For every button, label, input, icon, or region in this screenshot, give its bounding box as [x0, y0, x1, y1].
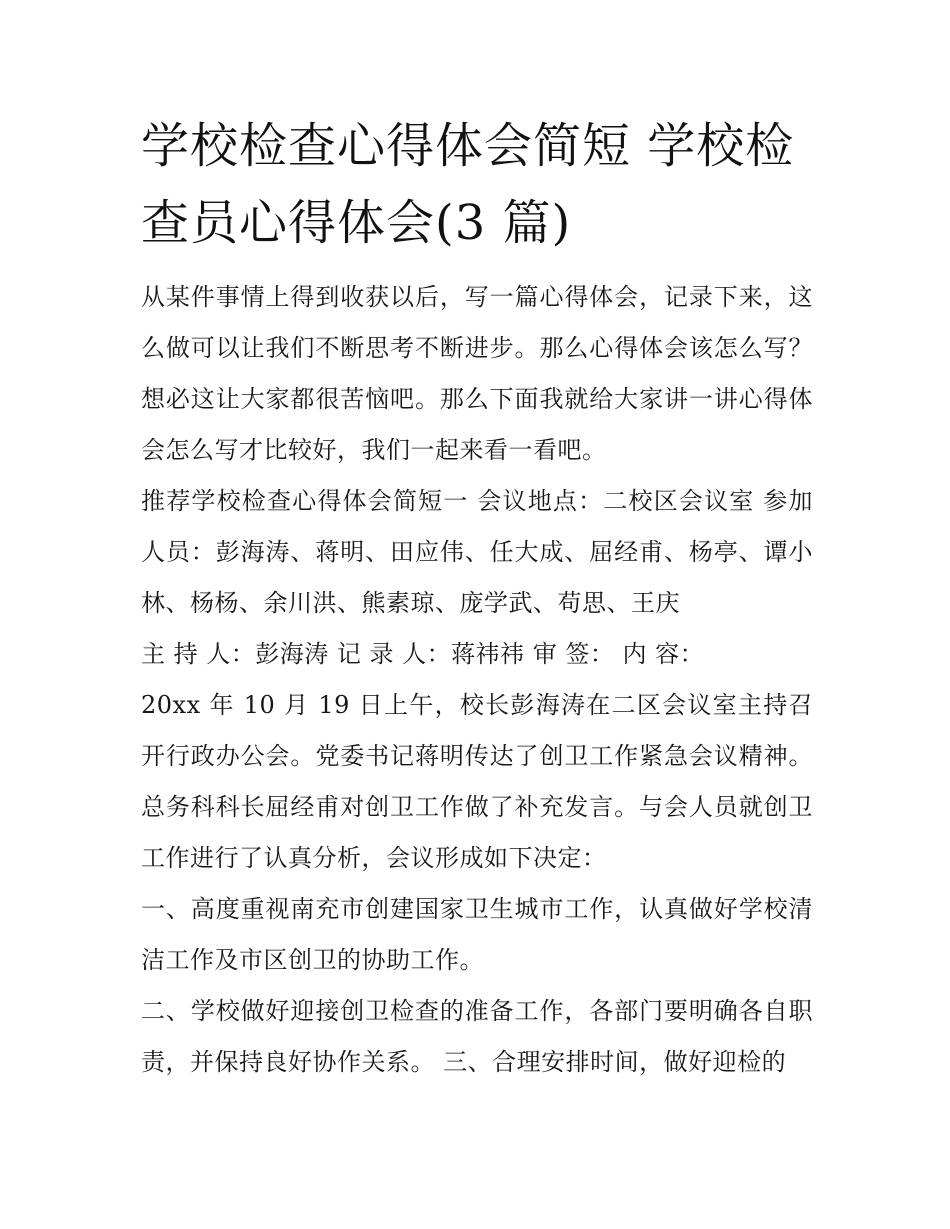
document-title: 学校检查心得体会简短 学校检查员心得体会(3 篇)	[141, 118, 795, 251]
document-body	[141, 272, 813, 1088]
paragraph-intro: 从某件事情上得到收获以后，写一篇心得体会，记录下来，这么做可以让我们不断思考不断进步。那么心得体会该怎么写？想必这让大家都很苦恼吧。那么下面我就给大家讲一讲心得体会怎么写才比较好，我们一起来看一看吧。	[141, 283, 813, 464]
paragraph-meeting-content: 20xx 年 10 月 19 日上午，校长彭海涛在二区会议室主持召开行政办公会。党委书记蒋明传达了创卫工作紧急会议精神。总务科科长屈经甫对创卫工作做了补充发言。与会人员就创卫工作进行了认真分析，会议形成如下决定：	[141, 691, 813, 872]
paragraph-decision-two: 二、学校做好迎接创卫检查的准备工作，各部门要明确各自职责，并保持良好协作关系。 三、合理安排时间，做好迎检的	[141, 997, 813, 1076]
document-content	[141, 108, 813, 1088]
paragraph-meeting-info: 推荐学校检查心得体会简短一 会议地点：二校区会议室 参加人员：彭海涛、蒋明、田应伟、任大成、屈经甫、杨亭、谭小林、杨杨、余川洪、熊素琼、庞学武、苟思、王庆	[141, 487, 813, 617]
paragraph-decision-one: 一、高度重视南充市创建国家卫生城市工作，认真做好学校清洁工作及市区创卫的协助工作。	[141, 895, 813, 974]
paragraph-host-recorder: 主 持 人：彭海涛 记 录 人：蒋祎祎 审 签： 内 容：	[141, 640, 705, 668]
